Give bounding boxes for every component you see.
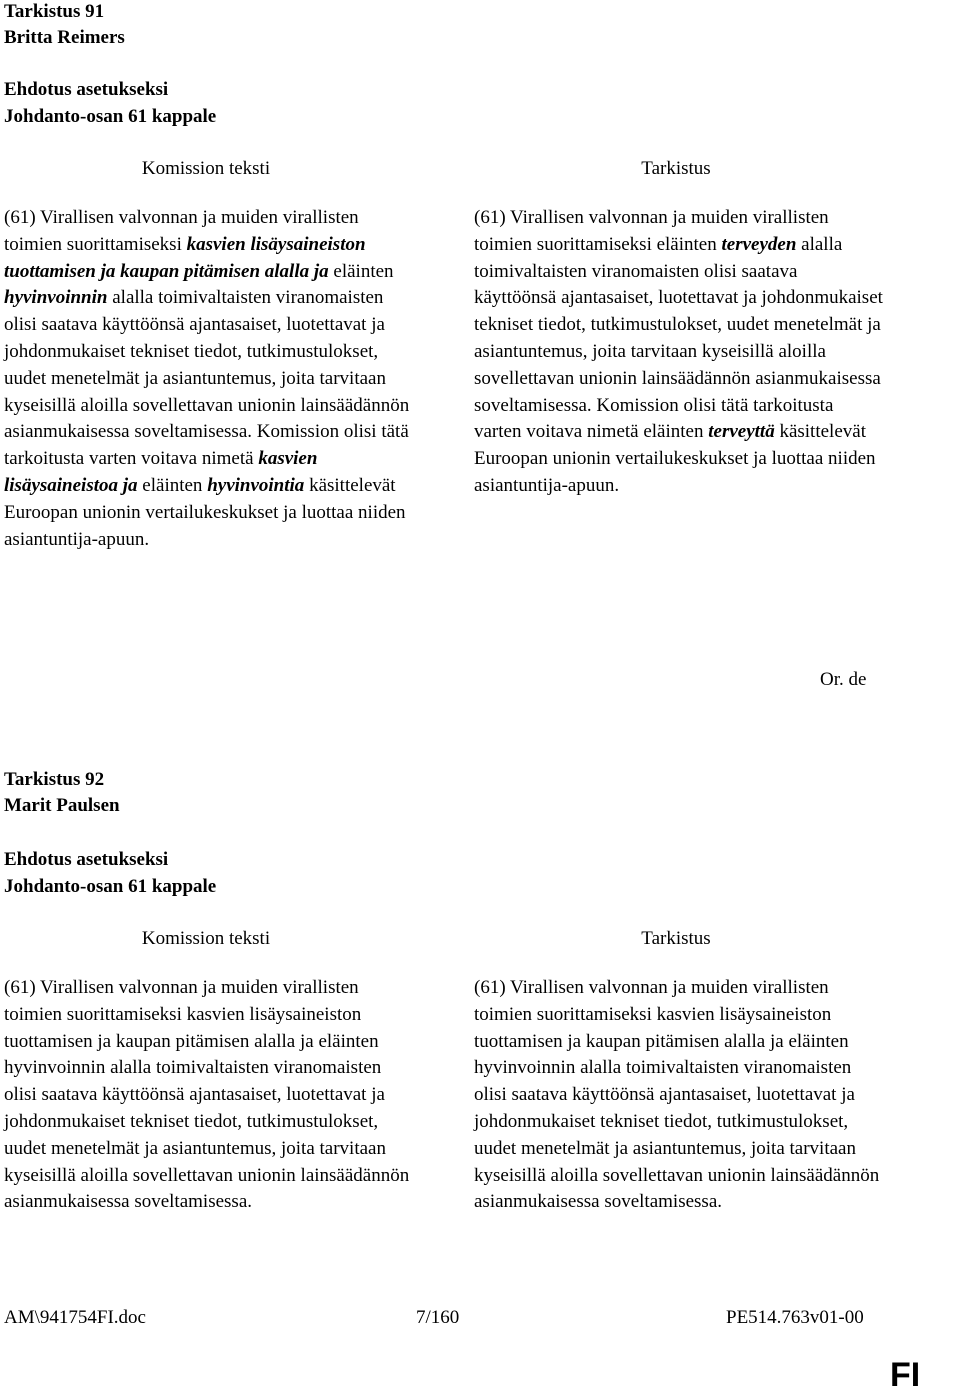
amendment-91-author: Britta Reimers <box>4 27 125 48</box>
text-segment: käsittelevät Euroopan unionin vertailukeskukset ja luottaa niiden asiantuntija-apuun. <box>474 421 876 496</box>
highlighted-change-text: terveyttä <box>708 421 775 443</box>
amendment-92-commission-heading: Komission teksti <box>141 928 271 949</box>
text-segment: alalla toimivaltaisten viranomaisten olisi saatava käyttöönsä ajantasaiset, luotettavat ja johdonmukaiset tekniset tiedot, tutkimustulokset, uudet menetelmät ja asiantuntemus, joita tarvitaan kyseisillä aloilla sovellettavan unionin lainsäädännön asianmukaisessa soveltamisessa. Komission olisi tätä tarkoitusta varten voitava nimetä eläinten <box>474 233 883 443</box>
text-segment: eläinten <box>328 260 394 282</box>
amendment-91-commission-text <box>4 205 416 553</box>
text-segment: alalla toimivaltaisten viranomaisten olisi saatava käyttöönsä ajantasaiset, luotettavat ja johdonmukaiset tekniset tiedot, tutkimustulokset, uudet menetelmät ja asiantuntemus, joita tarvitaan kyseisillä aloilla sovellettavan unionin lainsäädännön asianmukaisessa soveltamisessa. Komission olisi tätä tarkoitusta varten voitava nimetä <box>4 287 410 470</box>
text-segment: (61) Virallisen valvonnan ja muiden virallisten toimien suorittamiseksi kasvien lisäysaineiston tuottamisen ja kaupan pitämisen alalla ja eläinten hyvinvoinnin alalla toimivaltaisten viranomaisten olisi saatava käyttöönsä ajantasaiset, luotettavat ja johdonmukaiset tekniset tiedot, tutkimustulokset, uudet menetelmät ja asiantuntemus, joita tarvitaan kyseisillä aloilla sovellettavan unionin lainsäädännön asianmukaisessa soveltamisessa. <box>4 977 410 1213</box>
amendment-92-amendment-heading: Tarkistus <box>641 928 711 949</box>
amendment-91-amendment-text <box>474 205 884 500</box>
amendment-92-commission-text <box>4 975 416 1216</box>
amendment-91-location: Johdanto-osan 61 kappale <box>4 106 217 127</box>
text-segment: (61) Virallisen valvonnan ja muiden virallisten toimien suorittamiseksi <box>4 207 359 255</box>
footer-pe-reference: PE514.763v01-00 <box>726 1307 864 1328</box>
amendment-91-proposal: Ehdotus asetukseksi <box>4 79 169 100</box>
amendment-92-amendment-text <box>474 975 884 1216</box>
amendment-91-title: Tarkistus 91 <box>4 1 105 22</box>
footer-page-number: 7/160 <box>416 1307 460 1328</box>
footer-language-mark: FI <box>890 1356 921 1394</box>
highlighted-change-text: hyvinvoinnin <box>4 287 108 309</box>
amendment-91-amendment-heading: Tarkistus <box>641 158 711 179</box>
text-segment: (61) Virallisen valvonnan ja muiden virallisten toimien suorittamiseksi eläinten <box>474 207 829 255</box>
amendment-92-author: Marit Paulsen <box>4 795 120 816</box>
text-segment: käsittelevät Euroopan unionin vertailukeskukset ja luottaa niiden asiantuntija-apuun. <box>4 474 406 550</box>
amendment-92-title: Tarkistus 92 <box>4 769 105 790</box>
amendment-91-original-language: Or. de <box>820 669 867 690</box>
amendment-92-location: Johdanto-osan 61 kappale <box>4 876 217 897</box>
amendment-92-proposal: Ehdotus asetukseksi <box>4 849 169 870</box>
footer-document-reference: AM\941754FI.doc <box>4 1307 146 1328</box>
text-segment: (61) Virallisen valvonnan ja muiden virallisten toimien suorittamiseksi kasvien lisäysaineiston tuottamisen ja kaupan pitämisen alalla ja eläinten hyvinvoinnin alalla toimivaltaisten viranomaisten olisi saatava käyttöönsä ajantasaiset, luotettavat ja johdonmukaiset tekniset tiedot, tutkimustulokset, uudet menetelmät ja asiantuntemus, joita tarvitaan kyseisillä aloilla sovellettavan unionin lainsäädännön asianmukaisessa soveltamisessa. <box>474 977 880 1213</box>
amendment-91-commission-heading: Komission teksti <box>141 158 271 179</box>
text-segment: eläinten <box>137 474 208 496</box>
highlighted-change-text: kasvien lisäysaineiston tuottamisen ja kaupan pitämisen alalla ja <box>4 233 366 282</box>
highlighted-change-text: kasvien lisäysaineistoa ja <box>4 448 318 496</box>
highlighted-change-text: terveyden <box>721 233 797 255</box>
highlighted-change-text: hyvinvointia <box>207 474 305 496</box>
